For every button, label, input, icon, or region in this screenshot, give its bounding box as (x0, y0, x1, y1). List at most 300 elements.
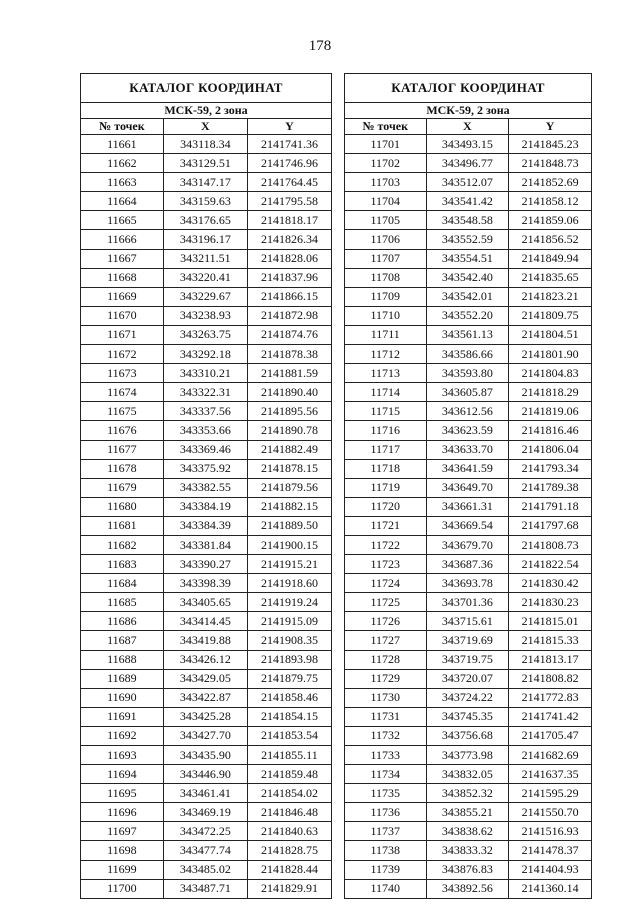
table-row (345, 593, 592, 612)
y-coordinate-cell: 2141890.78 (247, 421, 331, 440)
x-coordinate-cell: 343542.01 (426, 287, 509, 306)
point-number-cell: 11661 (81, 135, 164, 154)
point-number-cell: 11702 (345, 154, 427, 173)
point-number-cell: 11695 (81, 784, 164, 803)
x-coordinate-cell: 343833.32 (426, 841, 509, 860)
y-coordinate-cell: 2141595.29 (509, 784, 592, 803)
point-number-cell: 11666 (81, 230, 164, 249)
x-coordinate-cell: 343832.05 (426, 765, 509, 784)
table-row (81, 631, 332, 650)
point-number-cell: 11708 (345, 268, 427, 287)
x-coordinate-cell: 343485.02 (163, 860, 247, 879)
point-number-cell: 11682 (81, 535, 164, 554)
x-coordinate-cell: 343419.88 (163, 631, 247, 650)
x-coordinate-cell: 343429.05 (163, 669, 247, 688)
y-coordinate-cell: 2141874.76 (247, 325, 331, 344)
x-coordinate-cell: 343593.80 (426, 364, 509, 383)
table-row (345, 192, 592, 211)
x-coordinate-cell: 343414.45 (163, 612, 247, 631)
y-coordinate-cell: 2141845.23 (509, 135, 592, 154)
table-row (345, 669, 592, 688)
x-coordinate-cell: 343446.90 (163, 765, 247, 784)
x-coordinate-cell: 343238.93 (163, 306, 247, 325)
table-row (345, 784, 592, 803)
y-coordinate-cell: 2141809.75 (509, 306, 592, 325)
y-coordinate-cell: 2141804.51 (509, 325, 592, 344)
point-number-cell: 11697 (81, 822, 164, 841)
x-coordinate-cell: 343855.21 (426, 803, 509, 822)
y-coordinate-cell: 2141819.06 (509, 402, 592, 421)
y-coordinate-cell: 2141852.69 (509, 173, 592, 192)
point-number-cell: 11722 (345, 535, 427, 554)
point-number-cell: 11679 (81, 478, 164, 497)
table-row (81, 268, 332, 287)
y-coordinate-cell: 2141908.35 (247, 631, 331, 650)
x-coordinate-cell: 343405.65 (163, 593, 247, 612)
table-row (345, 612, 592, 631)
x-coordinate-cell: 343715.61 (426, 612, 509, 631)
y-coordinate-cell: 2141705.47 (509, 726, 592, 745)
y-coordinate-cell: 2141846.48 (247, 803, 331, 822)
table-row (345, 707, 592, 726)
x-coordinate-cell: 343669.54 (426, 516, 509, 535)
table-row (81, 784, 332, 803)
x-coordinate-cell: 343381.84 (163, 535, 247, 554)
point-number-cell: 11727 (345, 631, 427, 650)
y-coordinate-cell: 2141856.52 (509, 230, 592, 249)
x-coordinate-cell: 343838.62 (426, 822, 509, 841)
point-number-cell: 11732 (345, 726, 427, 745)
column-header-x: X (426, 119, 509, 135)
y-coordinate-cell: 2141837.96 (247, 268, 331, 287)
y-coordinate-cell: 2141478.37 (509, 841, 592, 860)
table-row (345, 440, 592, 459)
point-number-cell: 11700 (81, 879, 164, 898)
point-number-cell: 11738 (345, 841, 427, 860)
page-number: 178 (308, 38, 332, 54)
y-coordinate-cell: 2141848.73 (509, 154, 592, 173)
table-row (81, 154, 332, 173)
x-coordinate-cell: 343196.17 (163, 230, 247, 249)
point-number-cell: 11734 (345, 765, 427, 784)
point-number-cell: 11715 (345, 402, 427, 421)
y-coordinate-cell: 2141741.42 (509, 707, 592, 726)
point-number-cell: 11694 (81, 765, 164, 784)
table-row (81, 478, 332, 497)
point-number-cell: 11665 (81, 211, 164, 230)
y-coordinate-cell: 2141360.14 (509, 879, 592, 898)
x-coordinate-cell: 343477.74 (163, 841, 247, 860)
table-row (345, 268, 592, 287)
y-coordinate-cell: 2141801.90 (509, 345, 592, 364)
table-row (345, 726, 592, 745)
y-coordinate-cell: 2141813.17 (509, 650, 592, 669)
y-coordinate-cell: 2141797.68 (509, 516, 592, 535)
y-coordinate-cell: 2141840.63 (247, 822, 331, 841)
table-row (81, 688, 332, 707)
x-coordinate-cell: 343425.28 (163, 707, 247, 726)
coordinate-system-zone: МСК-59, 2 зона (345, 103, 592, 119)
point-number-cell: 11729 (345, 669, 427, 688)
x-coordinate-cell: 343679.70 (426, 535, 509, 554)
point-number-cell: 11696 (81, 803, 164, 822)
x-coordinate-cell: 343548.58 (426, 211, 509, 230)
table-row (81, 211, 332, 230)
y-coordinate-cell: 2141682.69 (509, 746, 592, 765)
y-coordinate-cell: 2141808.82 (509, 669, 592, 688)
x-coordinate-cell: 343159.63 (163, 192, 247, 211)
point-number-cell: 11674 (81, 383, 164, 402)
table-row (345, 325, 592, 344)
point-number-cell: 11688 (81, 650, 164, 669)
table-row (81, 421, 332, 440)
table-row (81, 593, 332, 612)
x-coordinate-cell: 343384.19 (163, 497, 247, 516)
table-row (81, 841, 332, 860)
table-row (345, 688, 592, 707)
table-row (81, 765, 332, 784)
x-coordinate-cell: 343422.87 (163, 688, 247, 707)
y-coordinate-cell: 2141516.93 (509, 822, 592, 841)
x-coordinate-cell: 343719.75 (426, 650, 509, 669)
point-number-cell: 11704 (345, 192, 427, 211)
y-coordinate-cell: 2141764.45 (247, 173, 331, 192)
y-coordinate-cell: 2141795.58 (247, 192, 331, 211)
y-coordinate-cell: 2141637.35 (509, 765, 592, 784)
table-row (81, 345, 332, 364)
x-coordinate-cell: 343542.40 (426, 268, 509, 287)
x-coordinate-cell: 343390.27 (163, 555, 247, 574)
table-row (81, 726, 332, 745)
x-coordinate-cell: 343129.51 (163, 154, 247, 173)
point-number-cell: 11730 (345, 688, 427, 707)
y-coordinate-cell: 2141815.01 (509, 612, 592, 631)
y-coordinate-cell: 2141859.06 (509, 211, 592, 230)
x-coordinate-cell: 343756.68 (426, 726, 509, 745)
y-coordinate-cell: 2141855.11 (247, 746, 331, 765)
x-coordinate-cell: 343623.59 (426, 421, 509, 440)
catalog-body (81, 135, 332, 899)
table-row (345, 421, 592, 440)
point-number-cell: 11680 (81, 497, 164, 516)
point-number-cell: 11684 (81, 574, 164, 593)
x-coordinate-cell: 343472.25 (163, 822, 247, 841)
x-coordinate-cell: 343220.41 (163, 268, 247, 287)
table-row (81, 173, 332, 192)
point-number-cell: 11718 (345, 459, 427, 478)
point-number-cell: 11709 (345, 287, 427, 306)
y-coordinate-cell: 2141816.46 (509, 421, 592, 440)
point-number-cell: 11711 (345, 325, 427, 344)
x-coordinate-cell: 343263.75 (163, 325, 247, 344)
y-coordinate-cell: 2141793.34 (509, 459, 592, 478)
x-coordinate-cell: 343720.07 (426, 669, 509, 688)
table-row (81, 287, 332, 306)
y-coordinate-cell: 2141806.04 (509, 440, 592, 459)
table-row (345, 841, 592, 860)
table-row (81, 135, 332, 154)
table-row (81, 383, 332, 402)
y-coordinate-cell: 2141900.15 (247, 535, 331, 554)
point-number-cell: 11662 (81, 154, 164, 173)
x-coordinate-cell: 343211.51 (163, 249, 247, 268)
x-coordinate-cell: 343701.36 (426, 593, 509, 612)
point-number-cell: 11739 (345, 860, 427, 879)
x-coordinate-cell: 343398.39 (163, 574, 247, 593)
x-coordinate-cell: 343554.51 (426, 249, 509, 268)
table-row (345, 746, 592, 765)
x-coordinate-cell: 343892.56 (426, 879, 509, 898)
table-row (81, 555, 332, 574)
y-coordinate-cell: 2141823.21 (509, 287, 592, 306)
y-coordinate-cell: 2141828.06 (247, 249, 331, 268)
y-coordinate-cell: 2141829.91 (247, 879, 331, 898)
column-header-point-number: № точек (81, 119, 164, 135)
point-number-cell: 11673 (81, 364, 164, 383)
table-row (81, 822, 332, 841)
point-number-cell: 11717 (345, 440, 427, 459)
y-coordinate-cell: 2141918.60 (247, 574, 331, 593)
y-coordinate-cell: 2141882.49 (247, 440, 331, 459)
point-number-cell: 11672 (81, 345, 164, 364)
coordinate-catalog-table-right (344, 73, 592, 899)
x-coordinate-cell: 343552.20 (426, 306, 509, 325)
table-row (345, 574, 592, 593)
table-row (345, 535, 592, 554)
y-coordinate-cell: 2141889.50 (247, 516, 331, 535)
point-number-cell: 11736 (345, 803, 427, 822)
point-number-cell: 11667 (81, 249, 164, 268)
point-number-cell: 11691 (81, 707, 164, 726)
y-coordinate-cell: 2141919.24 (247, 593, 331, 612)
table-row (345, 364, 592, 383)
y-coordinate-cell: 2141879.75 (247, 669, 331, 688)
table-row (81, 669, 332, 688)
table-row (81, 860, 332, 879)
point-number-cell: 11720 (345, 497, 427, 516)
x-coordinate-cell: 343876.83 (426, 860, 509, 879)
point-number-cell: 11683 (81, 555, 164, 574)
y-coordinate-cell: 2141881.59 (247, 364, 331, 383)
point-number-cell: 11692 (81, 726, 164, 745)
table-row (345, 345, 592, 364)
point-number-cell: 11668 (81, 268, 164, 287)
x-coordinate-cell: 343586.66 (426, 345, 509, 364)
y-coordinate-cell: 2141804.83 (509, 364, 592, 383)
y-coordinate-cell: 2141895.56 (247, 402, 331, 421)
y-coordinate-cell: 2141879.56 (247, 478, 331, 497)
x-coordinate-cell: 343292.18 (163, 345, 247, 364)
point-number-cell: 11735 (345, 784, 427, 803)
x-coordinate-cell: 343552.59 (426, 230, 509, 249)
x-coordinate-cell: 343382.55 (163, 478, 247, 497)
point-number-cell: 11726 (345, 612, 427, 631)
y-coordinate-cell: 2141826.34 (247, 230, 331, 249)
table-row (81, 306, 332, 325)
x-coordinate-cell: 343461.41 (163, 784, 247, 803)
table-row (81, 535, 332, 554)
point-number-cell: 11719 (345, 478, 427, 497)
x-coordinate-cell: 343427.70 (163, 726, 247, 745)
x-coordinate-cell: 343426.12 (163, 650, 247, 669)
x-coordinate-cell: 343229.67 (163, 287, 247, 306)
table-row (81, 574, 332, 593)
table-row (81, 803, 332, 822)
table-row (345, 402, 592, 421)
x-coordinate-cell: 343512.07 (426, 173, 509, 192)
y-coordinate-cell: 2141853.54 (247, 726, 331, 745)
point-number-cell: 11663 (81, 173, 164, 192)
point-number-cell: 11724 (345, 574, 427, 593)
table-row (345, 173, 592, 192)
point-number-cell: 11714 (345, 383, 427, 402)
table-row (81, 879, 332, 898)
point-number-cell: 11675 (81, 402, 164, 421)
x-coordinate-cell: 343435.90 (163, 746, 247, 765)
y-coordinate-cell: 2141915.09 (247, 612, 331, 631)
x-coordinate-cell: 343176.65 (163, 211, 247, 230)
y-coordinate-cell: 2141915.21 (247, 555, 331, 574)
catalog-title: КАТАЛОГ КООРДИНАТ (81, 74, 332, 103)
table-row (81, 402, 332, 421)
table-row (81, 230, 332, 249)
y-coordinate-cell: 2141550.70 (509, 803, 592, 822)
point-number-cell: 11664 (81, 192, 164, 211)
table-row (81, 746, 332, 765)
table-row (345, 478, 592, 497)
y-coordinate-cell: 2141878.15 (247, 459, 331, 478)
point-number-cell: 11703 (345, 173, 427, 192)
point-number-cell: 11733 (345, 746, 427, 765)
point-number-cell: 11685 (81, 593, 164, 612)
table-row (81, 497, 332, 516)
y-coordinate-cell: 2141866.15 (247, 287, 331, 306)
x-coordinate-cell: 343369.46 (163, 440, 247, 459)
x-coordinate-cell: 343310.21 (163, 364, 247, 383)
x-coordinate-cell: 343612.56 (426, 402, 509, 421)
point-number-cell: 11699 (81, 860, 164, 879)
y-coordinate-cell: 2141835.65 (509, 268, 592, 287)
table-row (81, 440, 332, 459)
y-coordinate-cell: 2141859.48 (247, 765, 331, 784)
table-row (81, 516, 332, 535)
x-coordinate-cell: 343322.31 (163, 383, 247, 402)
x-coordinate-cell: 343724.22 (426, 688, 509, 707)
table-row (345, 860, 592, 879)
point-number-cell: 11687 (81, 631, 164, 650)
y-coordinate-cell: 2141818.17 (247, 211, 331, 230)
table-row (81, 325, 332, 344)
y-coordinate-cell: 2141746.96 (247, 154, 331, 173)
y-coordinate-cell: 2141828.44 (247, 860, 331, 879)
column-header-point-number: № точек (345, 119, 427, 135)
table-row (345, 516, 592, 535)
table-row (345, 306, 592, 325)
point-number-cell: 11670 (81, 306, 164, 325)
table-row (81, 650, 332, 669)
catalog-title: КАТАЛОГ КООРДИНАТ (345, 74, 592, 103)
x-coordinate-cell: 343541.42 (426, 192, 509, 211)
point-number-cell: 11676 (81, 421, 164, 440)
table-row (345, 154, 592, 173)
x-coordinate-cell: 343487.71 (163, 879, 247, 898)
y-coordinate-cell: 2141858.12 (509, 192, 592, 211)
point-number-cell: 11713 (345, 364, 427, 383)
x-coordinate-cell: 343719.69 (426, 631, 509, 650)
point-number-cell: 11728 (345, 650, 427, 669)
x-coordinate-cell: 343337.56 (163, 402, 247, 421)
table-row (345, 497, 592, 516)
table-row (345, 135, 592, 154)
table-row (81, 192, 332, 211)
x-coordinate-cell: 343353.66 (163, 421, 247, 440)
point-number-cell: 11698 (81, 841, 164, 860)
coordinate-system-zone: МСК-59, 2 зона (81, 103, 332, 119)
y-coordinate-cell: 2141854.02 (247, 784, 331, 803)
x-coordinate-cell: 343773.98 (426, 746, 509, 765)
point-number-cell: 11706 (345, 230, 427, 249)
x-coordinate-cell: 343469.19 (163, 803, 247, 822)
table-row (345, 650, 592, 669)
point-number-cell: 11723 (345, 555, 427, 574)
point-number-cell: 11678 (81, 459, 164, 478)
x-coordinate-cell: 343633.70 (426, 440, 509, 459)
x-coordinate-cell: 343384.39 (163, 516, 247, 535)
x-coordinate-cell: 343561.13 (426, 325, 509, 344)
point-number-cell: 11690 (81, 688, 164, 707)
x-coordinate-cell: 343641.59 (426, 459, 509, 478)
y-coordinate-cell: 2141854.15 (247, 707, 331, 726)
point-number-cell: 11707 (345, 249, 427, 268)
table-row (345, 765, 592, 784)
y-coordinate-cell: 2141890.40 (247, 383, 331, 402)
column-header-x: X (163, 119, 247, 135)
column-header-y: Y (247, 119, 331, 135)
y-coordinate-cell: 2141878.38 (247, 345, 331, 364)
column-header-y: Y (509, 119, 592, 135)
y-coordinate-cell: 2141741.36 (247, 135, 331, 154)
point-number-cell: 11705 (345, 211, 427, 230)
y-coordinate-cell: 2141815.33 (509, 631, 592, 650)
y-coordinate-cell: 2141830.23 (509, 593, 592, 612)
y-coordinate-cell: 2141872.98 (247, 306, 331, 325)
y-coordinate-cell: 2141882.15 (247, 497, 331, 516)
point-number-cell: 11740 (345, 879, 427, 898)
point-number-cell: 11716 (345, 421, 427, 440)
point-number-cell: 11686 (81, 612, 164, 631)
y-coordinate-cell: 2141404.93 (509, 860, 592, 879)
y-coordinate-cell: 2141828.75 (247, 841, 331, 860)
catalog-body (345, 135, 592, 899)
table-row (81, 612, 332, 631)
table-row (81, 364, 332, 383)
x-coordinate-cell: 343687.36 (426, 555, 509, 574)
coordinate-catalog-table-left (80, 73, 332, 899)
point-number-cell: 11701 (345, 135, 427, 154)
x-coordinate-cell: 343693.78 (426, 574, 509, 593)
x-coordinate-cell: 343649.70 (426, 478, 509, 497)
table-row (345, 822, 592, 841)
point-number-cell: 11681 (81, 516, 164, 535)
table-row (345, 230, 592, 249)
point-number-cell: 11725 (345, 593, 427, 612)
table-row (345, 287, 592, 306)
table-row (345, 555, 592, 574)
point-number-cell: 11731 (345, 707, 427, 726)
y-coordinate-cell: 2141791.18 (509, 497, 592, 516)
y-coordinate-cell: 2141822.54 (509, 555, 592, 574)
point-number-cell: 11669 (81, 287, 164, 306)
